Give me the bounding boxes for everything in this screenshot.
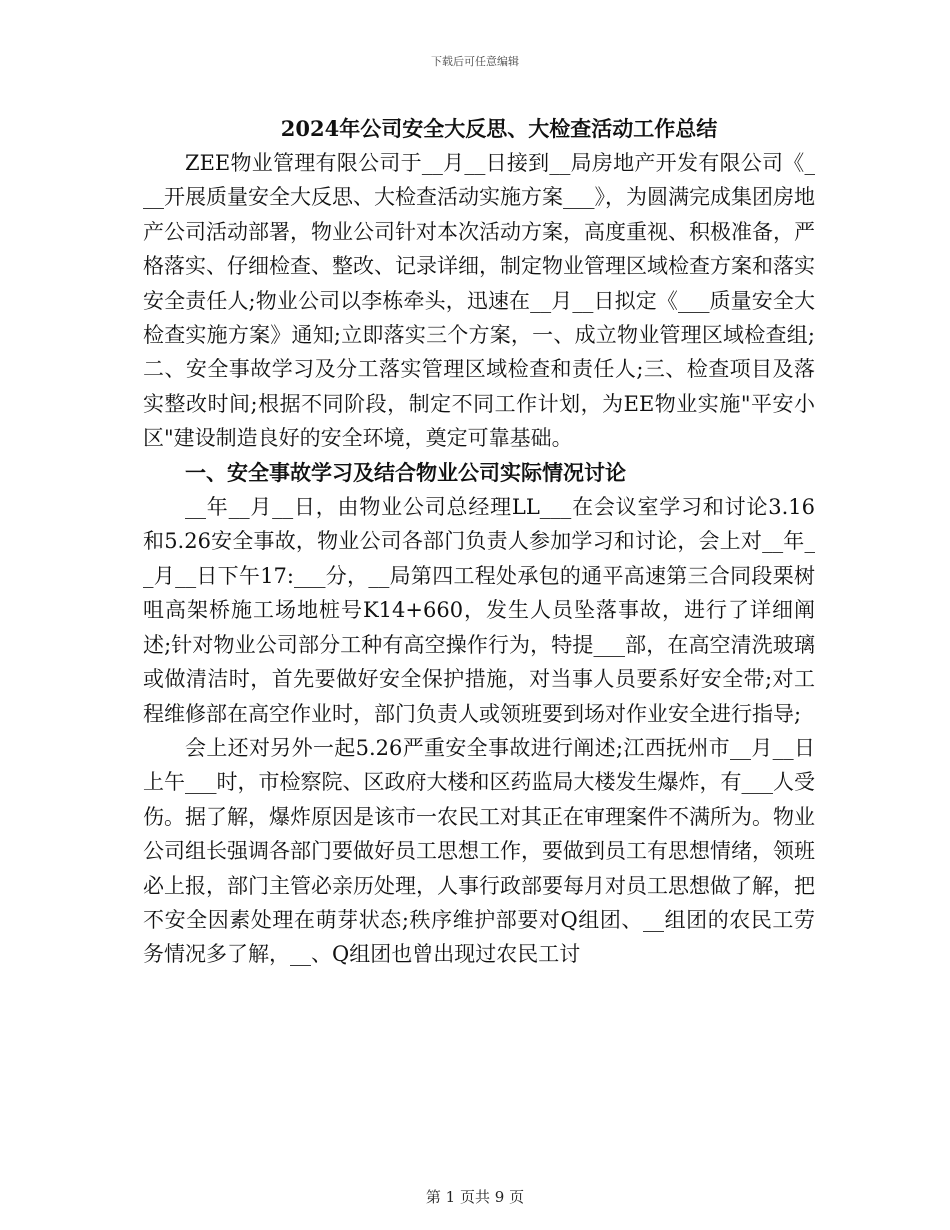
paragraph-section-1-b: 会上还对另外一起5.26严重安全事故进行阐述;江西抚州市__月__日上午___时，市检察院、区政府大楼和区药监局大楼发生爆炸，有___人受伤。据了解，爆炸原因是该市一农民工对其正在审理案件不满所为。物业公司组长强调各部门要做好员工思想工作，要做到员工有思想情绪，领班必上报，部门主管必亲历处理，人事行政部要每月对员工思想做了解，把不安全因素处理在萌芽状态;秩序维护部要对Q组团、__组团的农民工劳务情况多了解，__、Q组团也曾出现过农民工讨 [143,735,815,967]
paragraph-section-1-a: __年__月__日，由物业公司总经理LL___在会议室学习和讨论3.16和5.26安全事故，物业公司各部门负责人参加学习和讨论，会上对__年__月__日下午17:___分，__局第四工程处承包的通平高速第三合同段栗树咀高架桥施工场地桩号K14+660，发生人员坠落事故，进行了详细阐述;针对物业公司部分工种有高空操作行为，特提___部，在高空清洗玻璃或做清洁时，首先要做好安全保护措施，对当事人员要系好安全带;对工程维修部在高空作业时，部门负责人或领班要到场对作业安全进行指导; [143,495,815,726]
page-footer: 第 1 页共 9 页 [425,1188,525,1206]
page-header: 下载后可任意编辑 [431,55,519,68]
section-heading-1: 一、安全事故学习及结合物业公司实际情况讨论 [185,459,626,485]
document-title: 2024年公司安全大反思、大检查活动工作总结 [280,116,718,141]
document-body [143,146,815,972]
paragraph-intro: ZEE物业管理有限公司于__月__日接到__局房地产开发有限公司《___开展质量安全大反思、大检查活动实施方案___》，为圆满完成集团房地产公司活动部署，物业公司针对本次活动方案，高度重视、积极准备，严格落实、仔细检查、整改、记录详细，制定物业管理区域检查方案和落实安全责任人;物业公司以李栋牵头，迅速在__月__日拟定《___质量安全大检查实施方案》通知;立即落实三个方案，一、成立物业管理区域检查组;二、安全事故学习及分工落实管理区域检查和责任人;三、检查项目及落实整改时间;根据不同阶段，制定不同工作计划，为EE物业实施"平安小区"建设制造良好的安全环境，奠定可靠基础。 [143,151,815,451]
